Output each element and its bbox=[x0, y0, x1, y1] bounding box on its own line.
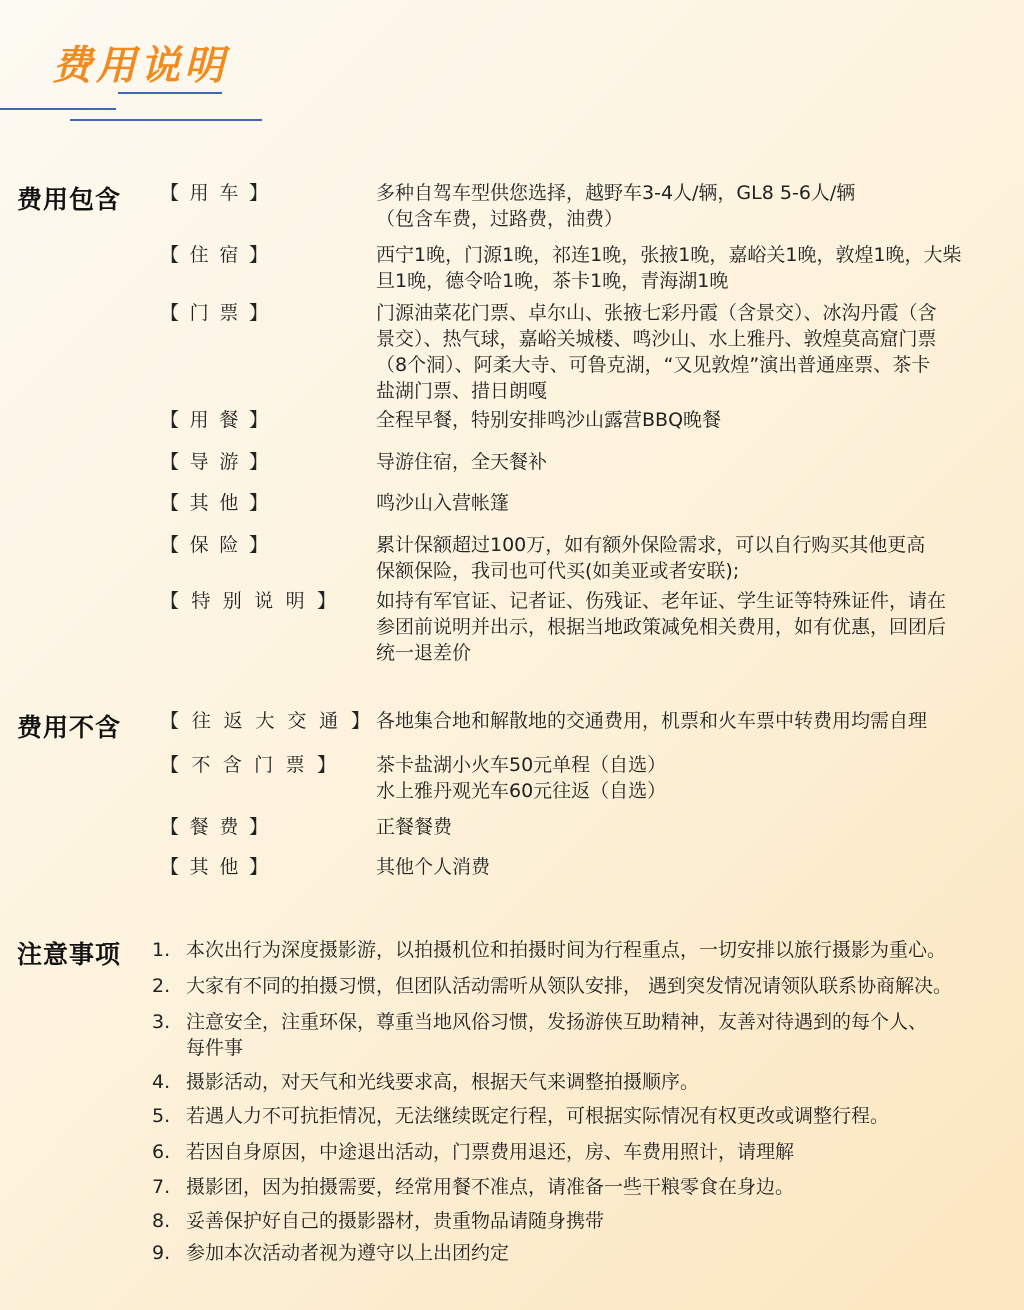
item-label: 【 保 险 】 bbox=[160, 534, 268, 556]
note-number: 8. bbox=[152, 1210, 171, 1232]
notes-heading: 注意事项 bbox=[17, 940, 122, 969]
note-number: 9. bbox=[152, 1242, 171, 1264]
title-underline bbox=[0, 108, 116, 110]
item-text: 如持有军官证、记者证、伤残证、老年证、学生证等特殊证件，请在 参团前说明并出示，根据当地政策减免相关费用，如有优惠，回团后 统一退差价 bbox=[376, 590, 947, 664]
title-underline bbox=[70, 119, 262, 121]
item-text: 导游住宿，全天餐补 bbox=[376, 451, 548, 473]
note-number: 7. bbox=[152, 1176, 171, 1198]
item-text: 多种自驾车型供您选择，越野车3-4人/辆，GL8 5-6人/辆 （包含车费，过路费，油费） bbox=[376, 182, 856, 230]
note-number: 2. bbox=[152, 975, 171, 997]
item-text: 西宁1晚，门源1晚，祁连1晚，张掖1晚，嘉峪关1晚，敦煌1晚，大柴 旦1晚，德令哈1晚，茶卡1晚，青海湖1晚 bbox=[376, 244, 962, 292]
note-number: 4. bbox=[152, 1071, 171, 1093]
excluded-heading: 费用不含 bbox=[17, 713, 122, 742]
item-label: 【 往 返 大 交 通 】 bbox=[160, 710, 370, 732]
note-text: 摄影团，因为拍摄需要，经常用餐不准点，请准备一些干粮零食在身边。 bbox=[186, 1176, 795, 1198]
item-text: 茶卡盐湖小火车50元单程（自选） 水上雅丹观光车60元往返（自选） bbox=[376, 754, 667, 802]
note-text: 妥善保护好自己的摄影器材，贵重物品请随身携带 bbox=[186, 1210, 605, 1232]
item-text: 各地集合地和解散地的交通费用，机票和火车票中转费用均需自理 bbox=[376, 710, 928, 732]
note-number: 1. bbox=[152, 939, 171, 961]
included-heading: 费用包含 bbox=[17, 185, 122, 214]
note-text: 注意安全，注重环保，尊重当地风俗习惯，发扬游侠互助精神，友善对待遇到的每个人、 每件事 bbox=[186, 1011, 928, 1059]
item-label: 【 不 含 门 票 】 bbox=[160, 754, 336, 776]
note-number: 6. bbox=[152, 1141, 171, 1163]
note-text: 参加本次活动者视为遵守以上出团约定 bbox=[186, 1242, 510, 1264]
item-text: 全程早餐，特别安排鸣沙山露营BBQ晚餐 bbox=[376, 409, 722, 431]
title-underline bbox=[118, 92, 222, 94]
note-text: 若遇人力不可抗拒情况，无法继续既定行程，可根据实际情况有权更改或调整行程。 bbox=[186, 1105, 890, 1127]
note-text: 若因自身原因，中途退出活动，门票费用退还，房、车费用照计，请理解 bbox=[186, 1141, 795, 1163]
note-text: 摄影活动，对天气和光线要求高，根据天气来调整拍摄顺序。 bbox=[186, 1071, 700, 1093]
item-label: 【 用 餐 】 bbox=[160, 409, 268, 431]
item-label: 【 特 别 说 明 】 bbox=[160, 590, 336, 612]
item-text: 其他个人消费 bbox=[376, 856, 491, 878]
item-label: 【 用 车 】 bbox=[160, 182, 268, 204]
page-title: 费用说明 bbox=[52, 42, 228, 89]
note-text: 大家有不同的拍摄习惯，但团队活动需听从领队安排， 遇到突发情况请领队联系协商解决。 bbox=[186, 975, 953, 997]
item-label: 【 其 他 】 bbox=[160, 492, 268, 514]
item-label: 【 餐 费 】 bbox=[160, 816, 268, 838]
item-text: 门源油菜花门票、卓尔山、张掖七彩丹霞（含景交）、冰沟丹霞（含 景交）、热气球，嘉峪关城楼、鸣沙山、水上雅丹、敦煌莫高窟门票 （8个洞）、阿柔大寺、可鲁克湖，“又见敦煌”演出普通座票、茶卡 盐湖门票、措日朗嘎 bbox=[376, 302, 937, 402]
item-label: 【 住 宿 】 bbox=[160, 244, 268, 266]
item-text: 正餐餐费 bbox=[376, 816, 453, 838]
note-number: 5. bbox=[152, 1105, 171, 1127]
item-text: 鸣沙山入营帐篷 bbox=[376, 492, 510, 514]
item-label: 【 导 游 】 bbox=[160, 451, 268, 473]
note-text: 本次出行为深度摄影游，以拍摄机位和拍摄时间为行程重点，一切安排以旅行摄影为重心。 bbox=[186, 939, 947, 961]
note-number: 3. bbox=[152, 1011, 171, 1033]
item-text: 累计保额超过100万，如有额外保险需求，可以自行购买其他更高 保额保险，我司也可代买(如美亚或者安联); bbox=[376, 534, 926, 582]
item-label: 【 门 票 】 bbox=[160, 302, 268, 324]
item-label: 【 其 他 】 bbox=[160, 856, 268, 878]
